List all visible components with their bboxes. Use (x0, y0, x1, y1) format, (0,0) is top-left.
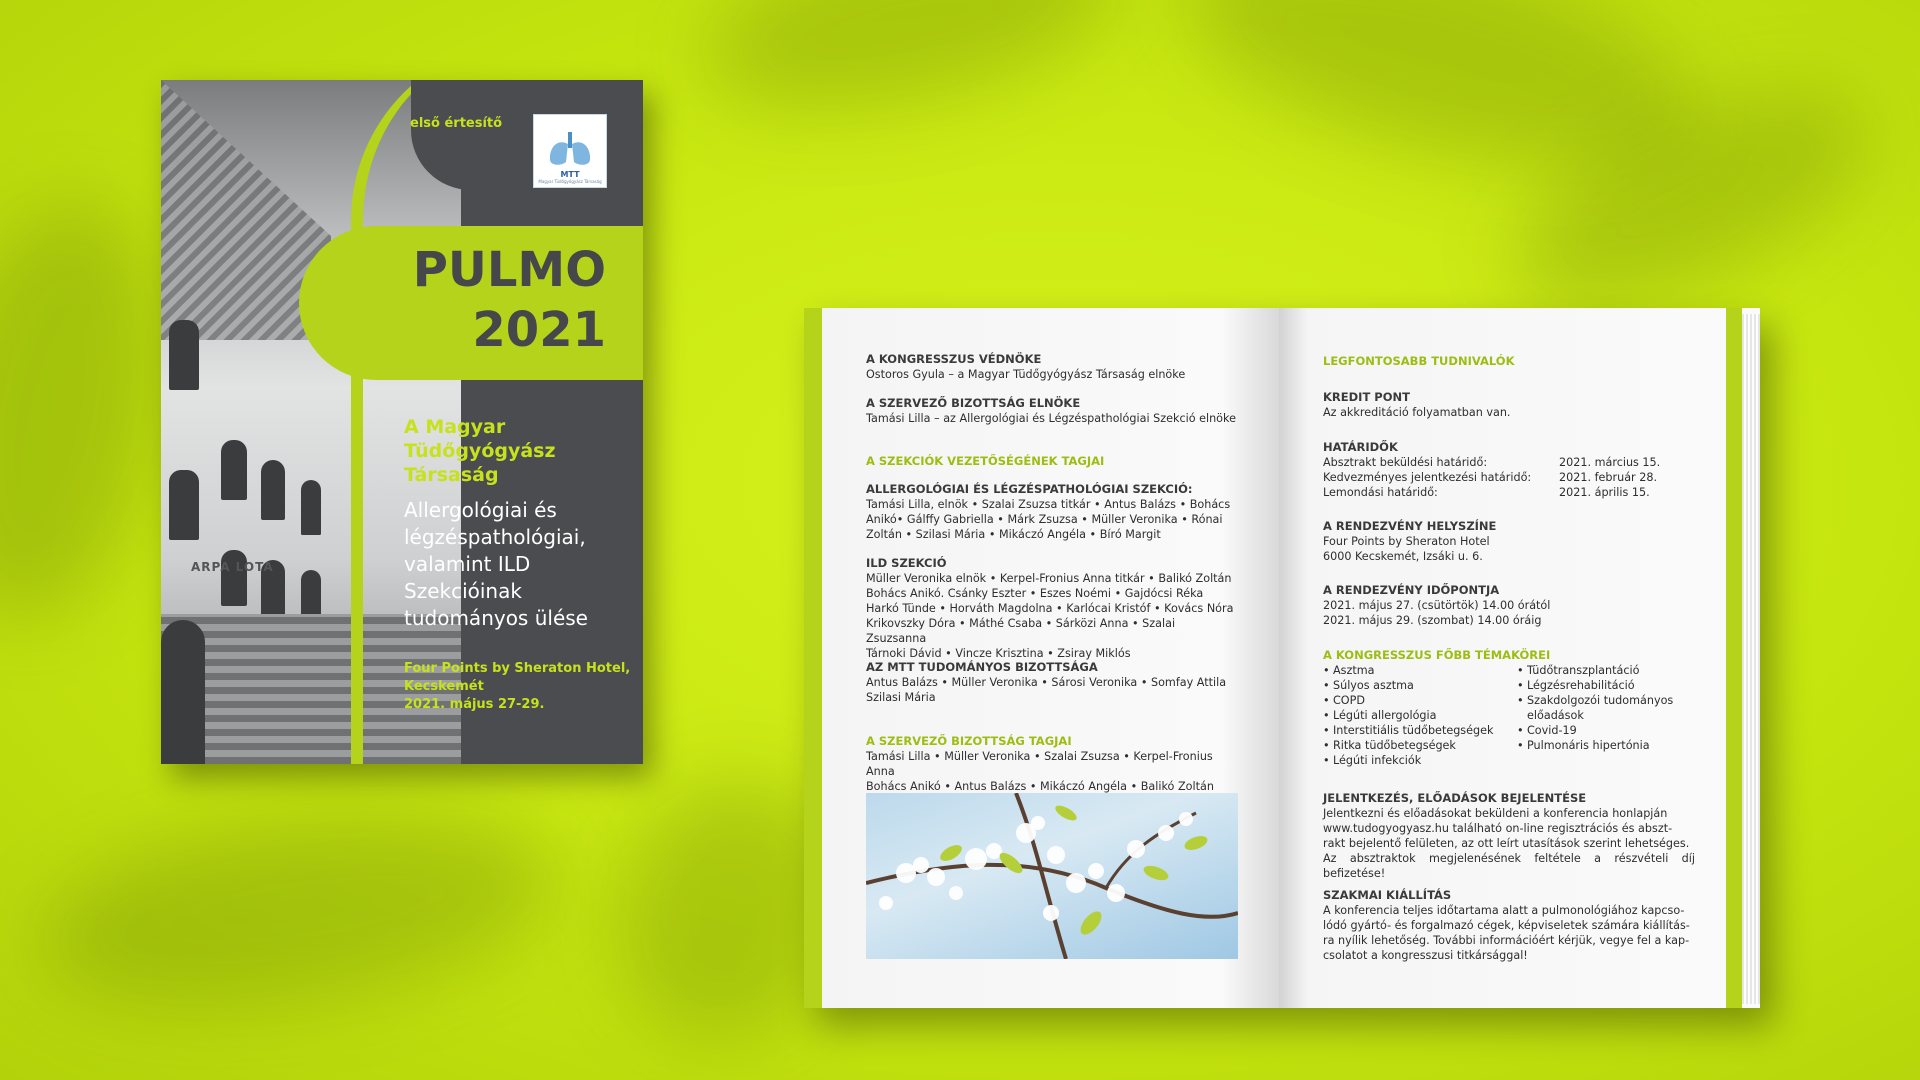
registration-line: Az absztraktok megjelenésének feltétele a részvételi díj befizetése! (1323, 852, 1695, 880)
credit-text: Az akkreditáció folyamatban van. (1323, 406, 1511, 419)
ild-heading: ILD SZEKCIÓ (866, 556, 947, 570)
deadline-date: 2021. március 15. (1559, 456, 1661, 469)
allergology-heading: ALLERGOLÓGIAI ÉS LÉGZÉSPATHOLÓGIAI SZEKCIÓ: (866, 482, 1193, 496)
notice-label: első értesítő (410, 116, 503, 131)
exhibition-line: ra nyílik lehetőség. További információért kérjük, vegye fel a kap- (1323, 934, 1690, 947)
topic-item: • Asztma (1323, 663, 1517, 678)
deadline-label: Kedvezményes jelentkezési határidő: (1323, 471, 1532, 484)
deadline-date: 2021. február 28. (1559, 471, 1657, 484)
mtt-committee-members: Antus Balázs • Müller Veronika • Sárosi Veronika • Somfay Attila (866, 676, 1227, 689)
cover-title-line1: PULMO (412, 242, 606, 298)
topic-item: • Légúti allergológia (1323, 708, 1517, 723)
topic-item: • Tüdőtranszplantáció (1517, 663, 1687, 678)
desc-line: légzéspathológiai, (404, 525, 586, 549)
registration-line: www.tudogyogyasz.hu található on-line regisztrációs és abszt- (1323, 822, 1673, 835)
sections-heading-block (866, 454, 1238, 469)
venue-line: Kecskemét (404, 679, 484, 694)
date-section (1323, 583, 1683, 628)
topic-item: • Légzésrehabilitáció (1517, 678, 1687, 693)
leaf-shadow (688, 0, 1132, 142)
deadlines-heading: HATÁRIDŐK (1323, 440, 1398, 454)
logo-subtext: Magyar Tüdőgyógyász Társaság (538, 179, 602, 184)
organizing-committee-members: Bohács Anikó • Antus Balázs • Mikáczó Angéla • Balikó Zoltán (866, 780, 1214, 793)
deadlines-table (1323, 455, 1693, 500)
deadlines-section (1323, 440, 1693, 500)
chair-heading: A SZERVEZŐ BIZOTTSÁG ELNÖKE (866, 396, 1081, 410)
desc-line: valamint ILD (404, 552, 531, 576)
topic-item: • COPD (1323, 693, 1517, 708)
topic-item: • Súlyos asztma (1323, 678, 1517, 693)
date-heading: A RENDEZVÉNY IDŐPONTJA (1323, 583, 1500, 597)
mtt-logo (533, 114, 607, 188)
patron-heading: A KONGRESSZUS VÉDNÖKE (866, 352, 1042, 366)
blossom-photo (866, 793, 1238, 959)
credit-heading: KREDIT PONT (1323, 390, 1410, 404)
credit-section (1323, 390, 1683, 420)
topics-section (1323, 648, 1693, 768)
topic-item: • Covid-19 (1517, 723, 1687, 738)
venue-line: 2021. május 27-29. (404, 697, 545, 712)
logo-text: MTT (560, 170, 580, 179)
ild-members: Tárnoki Dávid • Vincze Krisztina • Zsiray Miklós (866, 647, 1131, 660)
org-line: Tüdőgyógyász (404, 440, 556, 462)
leaf-shadow (30, 785, 570, 1036)
cover-venue (404, 660, 644, 714)
desc-line: tudományos ülése (404, 606, 588, 630)
venue-line: Four Points by Sheraton Hotel, (404, 661, 631, 676)
exhibition-heading: SZAKMAI KIÁLLÍTÁS (1323, 888, 1452, 902)
topics-heading: A KONGRESSZUS FŐBB TÉMAKÖREI (1323, 648, 1551, 662)
allergology-members: Anikó• Gálffy Gabriella • Márk Zsuzsa • Müller Veronika • Rónai (866, 513, 1223, 526)
cover-title (300, 240, 606, 360)
deadline-label: Absztrakt beküldési határidő: (1323, 456, 1488, 469)
ild-members: Harkó Tünde • Horváth Magdolna • Karlócai Kristóf • Kovács Nóra (866, 602, 1234, 615)
venue-line: Four Points by Sheraton Hotel (1323, 535, 1490, 548)
main-heading-block (1323, 354, 1683, 369)
exhibition-line: csolatot a kongresszusi titkársággal! (1323, 949, 1528, 962)
desc-line: Szekcióinak (404, 579, 522, 603)
registration-heading: JELENTKEZÉS, ELŐADÁSOK BEJELENTÉSE (1323, 791, 1587, 805)
venue-heading: A RENDEZVÉNY HELYSZÍNE (1323, 519, 1497, 533)
venue-line: 6000 Kecskemét, Izsáki u. 6. (1323, 550, 1483, 563)
desc-line: Allergológiai és (404, 498, 557, 522)
cover-description (404, 497, 634, 632)
mtt-committee-section (866, 660, 1238, 705)
cover-title-line2: 2021 (472, 302, 606, 358)
left-page (804, 308, 1279, 1008)
org-line: A Magyar (404, 416, 506, 438)
right-page (1279, 308, 1760, 1008)
registration-section (1323, 791, 1695, 881)
ild-members: Bohács Anikó. Csánky Eszter • Eszes Noémi • Gajdócsi Réka (866, 587, 1204, 600)
chair-section (866, 396, 1238, 426)
registration-line: rakt bejelentő felületen, az ott leírt utasítások szerint lehetséges. (1323, 837, 1690, 850)
ild-members: Krikovszky Dóra • Máthé Csaba • Sárközi Anna • Szalai Zsuzsanna (866, 617, 1176, 645)
exhibition-section (1323, 888, 1695, 963)
organizing-committee-heading: A SZERVEZŐ BIZOTTSÁG TAGJAI (866, 734, 1072, 748)
venue-section (1323, 519, 1683, 564)
mtt-committee-heading: AZ MTT TUDOMÁNYOS BIZOTTSÁGA (866, 660, 1098, 674)
cherry-blossom-image (866, 793, 1238, 959)
sections-heading: A SZEKCIÓK VEZETŐSÉGÉNEK TAGJAI (866, 454, 1105, 468)
exhibition-line: lódó gyártó- és forgalmazó cégek, képviseletek számára kiállítás- (1323, 919, 1690, 932)
deadline-date: 2021. április 15. (1559, 486, 1650, 499)
organizing-committee-section (866, 734, 1238, 794)
main-info-heading: LEGFONTOSABB TUDNIVALÓK (1323, 354, 1515, 368)
patron-section (866, 352, 1238, 382)
registration-line: Jelentkezni és előadásokat beküldeni a konferencia honlapján (1323, 807, 1668, 820)
organizing-committee-members: Tamási Lilla • Müller Veronika • Szalai Zsuzsa • Kerpel-Fronius Anna (866, 750, 1213, 778)
mtt-committee-members: Szilasi Mária (866, 691, 936, 704)
patron-text: Ostoros Gyula – a Magyar Tüdőgyógyász Társaság elnöke (866, 368, 1186, 381)
allergology-section (866, 482, 1238, 542)
deadline-label: Lemondási határidő: (1323, 486, 1438, 499)
allergology-members: Tamási Lilla, elnök • Szalai Zsuzsa titkár • Antus Balázs • Bohács (866, 498, 1231, 511)
exhibition-line: A konferencia teljes időtartama alatt a pulmonológiához kapcso- (1323, 904, 1685, 917)
building-sign: ARPA LOTA (191, 560, 274, 574)
topic-item: • Interstitiális tüdőbetegségek (1323, 723, 1517, 738)
date-line: 2021. május 27. (csütörtök) 14.00 órától (1323, 599, 1551, 612)
topic-item: • Légúti infekciók (1323, 753, 1517, 768)
lungs-icon (547, 130, 593, 168)
open-brochure (804, 308, 1760, 1008)
topics-list (1323, 663, 1693, 768)
allergology-members: Zoltán • Szilasi Mária • Mikáczó Angéla • Bíró Margit (866, 528, 1161, 541)
topic-item: • Szakdolgozói tudományos (1517, 693, 1687, 708)
ild-section (866, 556, 1238, 661)
topic-item: • Pulmonáris hipertónia (1517, 738, 1687, 753)
ild-members: Müller Veronika elnök • Kerpel-Fronius Anna titkár • Balikó Zoltán (866, 572, 1232, 585)
chair-text: Tamási Lilla – az Allergológiai és Légzéspathológiai Szekció elnöke (866, 412, 1236, 425)
topic-item: • Ritka tüdőbetegségek (1323, 738, 1517, 753)
date-line: 2021. május 29. (szombat) 14.00 óráig (1323, 614, 1542, 627)
topic-item-continued: előadások (1527, 709, 1584, 722)
org-line: Társaság (404, 464, 499, 486)
cover-organization (404, 415, 634, 487)
